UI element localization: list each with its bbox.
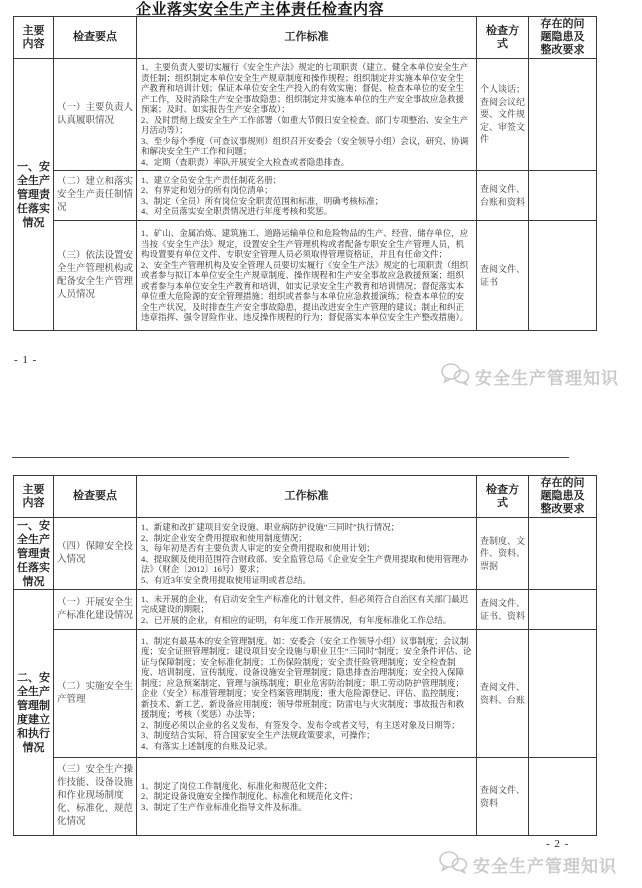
check-method-cell: 查阅文件、资料、台账 bbox=[477, 630, 529, 758]
inspection-table-page-1 bbox=[13, 16, 597, 331]
check-method-cell: 个人谈话；查阅会议纪要、文件规定、审签文件 bbox=[477, 59, 529, 171]
work-standard-item: 2、及时贯彻上级安全生产工作部署（如重大节假日安全检查、部门专项整治、安全生产月活动等）； bbox=[141, 114, 469, 135]
work-standard-item: 3、至少每个季度（可查议事规则）组织召开安委会（安全领导小组）会议，研究、协调和解决安全生产工作和问题； bbox=[141, 135, 469, 156]
page-divider-line bbox=[12, 457, 569, 458]
check-point-cell: （二）实施安全生产管理 bbox=[54, 630, 137, 758]
issues-cell bbox=[529, 59, 597, 171]
check-point-cell: （二）建立和落实安全生产责任制情况 bbox=[54, 171, 137, 221]
table-row bbox=[14, 758, 597, 836]
work-standard-cell bbox=[137, 171, 477, 221]
work-standard-item: 1、制定有最基本的安全管理制度。如：安委会（安全工作领导小组）议事制度；会议制度；安全证照管理制度；建设项目安全设施与职业卫生“三同时”制度；安全条件评估、论证与保障制度；安全标准化制度；工伤保险制度；安全责任险管理制度；安全检查制度、培训制度、宣传制度、设备设施安全管理制度；隐患排查治理制度；安全投入保障制度；应急预案制定、管理与演练制度；职业危害防治制度；职工劳动防护管理制度；企业（安全）标准管理制度；安全档案管理制度；重大危险源登记、评估、监控制度；新技术、新工艺、新设备应用制度；领导带班制度；防雷电与火灾制度；事故报告和救援制度；考核（奖惩）办法等； bbox=[141, 635, 472, 720]
check-method-cell: 查阅文件、证书 bbox=[477, 221, 529, 331]
issues-cell bbox=[529, 171, 597, 221]
watermark-page-1 bbox=[440, 362, 619, 391]
work-standard-item: 1、新建和改扩建项目安全设施、职业病防护设施“三同时”执行情况； bbox=[141, 522, 400, 532]
issues-cell bbox=[529, 590, 597, 630]
issues-cell bbox=[529, 518, 597, 590]
header-check-point: 检查要点 bbox=[54, 476, 137, 518]
work-standard-item: 3、每年初是否有主要负责人审定的安全费用提取和使用计划； bbox=[141, 543, 375, 553]
table-row bbox=[14, 518, 597, 590]
group-label-cell: 一、安全生产管理责任落实情况 bbox=[14, 518, 54, 590]
work-standard-item: 1、制定了岗位工作制度化、标准化和规范化文件； bbox=[141, 780, 333, 791]
work-standard-cell bbox=[137, 630, 477, 758]
work-standard-item: 2、制定企业安全费用提取和使用制度情况； bbox=[141, 532, 307, 543]
check-point-cell: （四）保障安全投入情况 bbox=[54, 518, 137, 590]
document-title: 企业落实安全生产主体责任检查内容 bbox=[135, 2, 384, 18]
work-standard-item: 3、制定了生产作业标准化指导文件及标准。 bbox=[141, 801, 307, 812]
check-method-cell: 查制度、文件、资料、票据 bbox=[477, 518, 529, 590]
work-standard-cell bbox=[137, 518, 477, 590]
check-method-cell: 查阅文件、台账和资料 bbox=[477, 171, 529, 221]
table-row bbox=[14, 590, 597, 630]
work-standard-item: 1、未开展的企业，有启动安全生产标准化的计划文件，但必须符合自治区有关部门最迟完成建设的期限； bbox=[141, 593, 469, 615]
header-issues: 存在的问题隐患及整改要求 bbox=[529, 476, 597, 518]
check-point-cell: （一）主要负责人认真履职情况 bbox=[54, 59, 137, 171]
issues-cell bbox=[529, 758, 597, 836]
check-method-cell: 查阅文件、证书、资料 bbox=[477, 590, 529, 630]
work-standard-item: 3、制度结合实际，符合国家安全生产法规政策要求，可操作； bbox=[141, 730, 375, 741]
header-main-content: 主要内容 bbox=[14, 476, 54, 518]
work-standard-item: 2、安全生产管理机构及安全管理人员要切实履行《安全生产法》规定的七项职责（组织或者参与拟订本单位安全生产规章制度、操作规程和生产安全事故应急救援预案；组织或者参与本单位安全生产教育和培训，如实记录安全生产教育和培训情况；督促落实本单位重大危险源的安全管理措施；组织或者参与本单位应急救援演练；检查本单位的安全生产状况，及时排查生产安全事故隐患，提出改进安全生产管理的建议；制止和纠正违章指挥、强令冒险作业、违反操作规程的行为；督促落实本单位安全生产整改措施）。 bbox=[141, 259, 469, 323]
table-header-row bbox=[14, 17, 597, 59]
watermark-brand-text: 安全生产管理知识 bbox=[473, 857, 617, 876]
table-header-row bbox=[14, 476, 597, 518]
work-standard-item: 2、有界定和划分的所有岗位清单； bbox=[141, 185, 273, 195]
work-standard-cell bbox=[137, 590, 477, 630]
page-number-1: - 1 - bbox=[14, 354, 38, 366]
header-issues: 存在的问题隐患及整改要求 bbox=[529, 17, 597, 59]
work-standard-cell bbox=[137, 59, 477, 171]
work-standard-item: 4、提取额及使用范围符合财政部、安全监管总局《企业安全生产费用提取和使用管理办法》（财企〔2012〕16号）要求； bbox=[141, 553, 469, 574]
work-standard-item: 4、有落实上述制度的台账及记录。 bbox=[141, 740, 273, 751]
work-standard-item: 1、矿山、金属冶炼、建筑施工、道路运输单位和危险物品的生产、经营、储存单位，应当按《安全生产法》规定，设置安全生产管理机构或者配备专职安全生产管理人员，机构设置要有单位文件、专职安全管理人员必须取得管理资格证，并且有任命文件； bbox=[141, 228, 469, 260]
header-main-content: 主要内容 bbox=[14, 17, 54, 59]
inspection-table-page-2 bbox=[13, 475, 597, 836]
group-label-cell: 二、安全生产管理制度建立和执行情况 bbox=[14, 590, 54, 836]
issues-cell bbox=[529, 221, 597, 331]
check-point-cell: （三）安全生产操作技能、设备设施和作业现场制度化、标准化、规范化情况 bbox=[54, 758, 137, 836]
work-standard-item: 4、定期（查职责）率队开展安全大检查或者隐患排查。 bbox=[141, 156, 350, 167]
work-standard-item: 2、制定设备设施安全操作制度化、标准化和规范化文件； bbox=[141, 791, 358, 802]
chat-bubbles-icon bbox=[440, 362, 470, 391]
work-standard-item: 2、制度必须以企业的名义发布，有签发令、发布令或者文号，有主送对象及日期等； bbox=[141, 719, 460, 730]
work-standard-cell bbox=[137, 758, 477, 836]
work-standard-item: 1、主要负责人要切实履行《安全生产法》规定的七项职责（建立、健全本单位安全生产责任制；组织制定本单位安全生产规章制度和操作规程；组织制定并实施本单位安全生产教育和培训计划；保证本单位安全生产投入的有效实施；督促、检查本单位的安全生产工作，及时消除生产安全事故隐患；组织制定并实施本单位的生产安全事故应急救援预案；及时、如实报告生产安全事故）； bbox=[141, 62, 469, 114]
work-standard-item: 4、对全员落实安全职责情况进行年度考核和奖惩。 bbox=[141, 206, 333, 216]
check-point-cell: （三）依法设置安全生产管理机构或配备安全生产管理人员情况 bbox=[54, 221, 137, 331]
header-work-standard: 工作标准 bbox=[137, 17, 477, 59]
chat-bubbles-icon bbox=[438, 850, 468, 879]
table-row bbox=[14, 221, 597, 331]
work-standard-cell bbox=[137, 221, 477, 331]
check-point-cell: （一）开展安全生产标准化建设情况 bbox=[54, 590, 137, 630]
header-work-standard: 工作标准 bbox=[137, 476, 477, 518]
header-check-method: 检查方式 bbox=[477, 17, 529, 59]
watermark-page-2 bbox=[438, 850, 617, 879]
issues-cell bbox=[529, 630, 597, 758]
header-check-point: 检查要点 bbox=[54, 17, 137, 59]
watermark-brand-text: 安全生产管理知识 bbox=[475, 369, 619, 388]
table-row bbox=[14, 171, 597, 221]
check-method-cell: 查阅文件、资料 bbox=[477, 758, 529, 836]
group-label-cell: 一、安全生产管理责任落实情况 bbox=[14, 59, 54, 331]
work-standard-item: 3、制定（全员）所有岗位安全职责范围和标准，明确考核标准； bbox=[141, 195, 384, 206]
page-number-2: - 2 - bbox=[546, 838, 570, 850]
work-standard-item: 1、建立全员安全生产责任制花名册； bbox=[141, 174, 282, 185]
header-check-method: 检查方式 bbox=[477, 476, 529, 518]
table-row bbox=[14, 630, 597, 758]
work-standard-item: 2、已开展的企业，有相应的证明，有年度工作开展情况，有年度标准化工作总结。 bbox=[141, 614, 452, 625]
table-row bbox=[14, 59, 597, 171]
work-standard-item: 5、有近3年安全费用提取使用证明或者总结。 bbox=[141, 574, 312, 585]
